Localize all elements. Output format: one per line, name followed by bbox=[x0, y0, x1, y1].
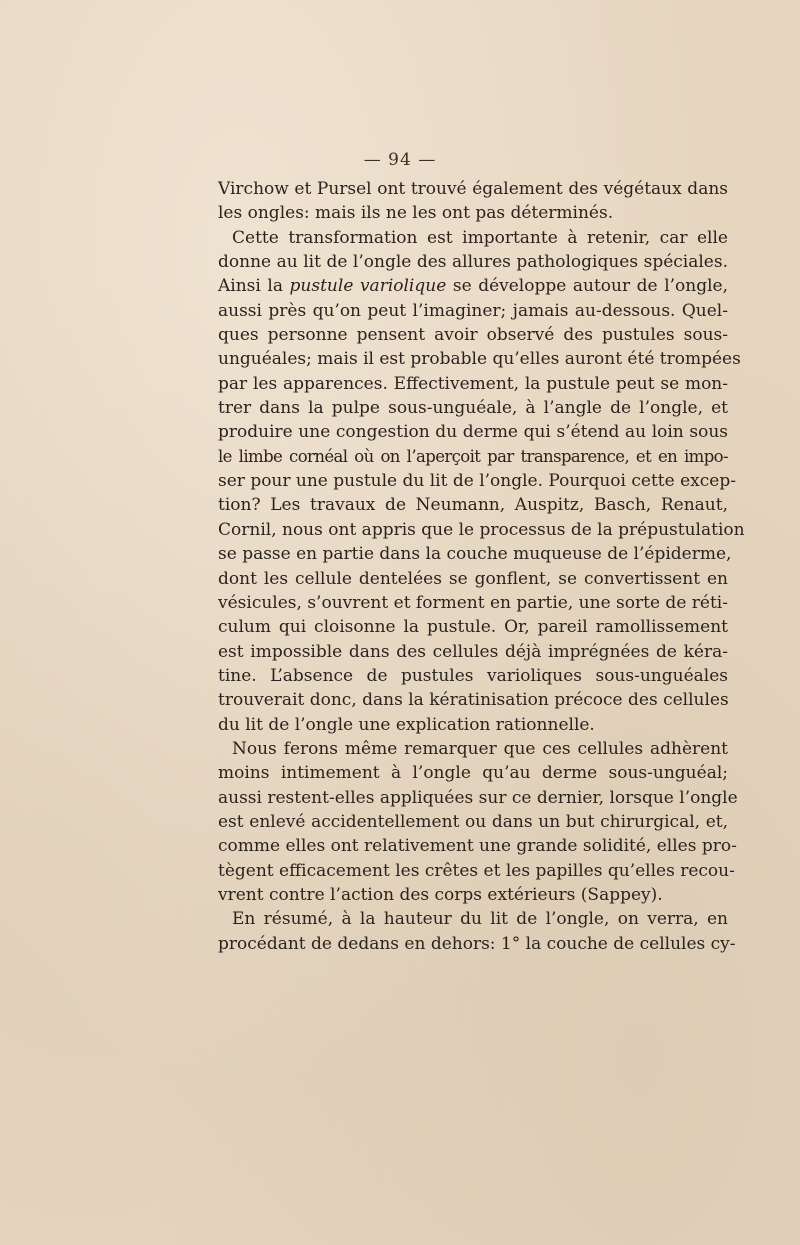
text-line: ser pour une pustule du lit de l’ongle. Pourquoi cette excep- bbox=[218, 471, 736, 492]
text-line: les ongles: mais ils ne les ont pas déterminés. bbox=[218, 203, 614, 224]
page-number: — 94 — bbox=[363, 150, 437, 170]
text-line: du lit de l’ongle une explication rationnelle. bbox=[218, 714, 595, 735]
body-text bbox=[218, 177, 745, 956]
text-line: Virchow et Pursel ont trouvé également des végétaux dans bbox=[218, 179, 728, 199]
emphasis-pustule-variolique: pustule variolique bbox=[289, 276, 447, 297]
text-line: Cette transformation est importante à retenir, car elle bbox=[232, 227, 728, 248]
text-line: comme elles ont relativement une grande solidité, elles pro- bbox=[218, 836, 737, 857]
text-line: ques personne pensent avoir observé des pustules sous- bbox=[218, 325, 728, 346]
text-line-with-emphasis bbox=[218, 274, 728, 298]
text-segment: se développe autour de l’ongle, bbox=[452, 276, 728, 297]
text-line: est impossible dans des cellules déjà imprégnées de kéra- bbox=[218, 641, 728, 662]
text-line: En résumé, à la hauteur du lit de l’ongle, on verra, en bbox=[232, 909, 728, 930]
text-line: trouverait donc, dans la kératinisation précoce des cellules bbox=[218, 690, 729, 711]
text-line: donne au lit de l’ongle des allures pathologiques spéciales. bbox=[218, 252, 728, 273]
text-line: est enlevé accidentellement ou dans un but chirurgical, et, bbox=[218, 811, 728, 832]
text-line: aussi restent-elles appliquées sur ce dernier, lorsque l’ongle bbox=[218, 787, 738, 808]
text-line: Cornil, nous ont appris que le processus de la prépustulation bbox=[218, 519, 745, 540]
text-line: produire une congestion du derme qui s’étend au loin sous bbox=[218, 422, 728, 443]
text-segment: Ainsi la bbox=[218, 276, 283, 297]
text-line: culum qui cloisonne la pustule. Or, pareil ramollissement bbox=[218, 617, 728, 638]
text-line: tègent efficacement les crêtes et les papilles qu’elles recou- bbox=[218, 860, 735, 881]
text-line: tine. L’absence de pustules varioliques sous-unguéales bbox=[218, 665, 728, 686]
text-line: moins intimement à l’ongle qu’au derme sous-unguéal; bbox=[218, 763, 728, 784]
text-line: tion? Les travaux de Neumann, Auspitz, Basch, Renaut, bbox=[218, 495, 728, 516]
text-line: vésicules, s’ouvrent et forment en partie, une sorte de réti- bbox=[218, 592, 728, 613]
text-line: vrent contre l’action des corps extérieurs (Sappey). bbox=[218, 884, 663, 905]
text-line: unguéales; mais il est probable qu’elles auront été trompées bbox=[218, 349, 741, 370]
text-line: le limbe cornéal où on l’aperçoit par transparence, et en impo- bbox=[218, 446, 728, 466]
text-line: procédant de dedans en dehors: 1° la couche de cellules cy- bbox=[218, 933, 736, 954]
text-line: Nous ferons même remarquer que ces cellules adhèrent bbox=[232, 738, 728, 759]
text-line: par les apparences. Effectivement, la pustule peut se mon- bbox=[218, 373, 728, 394]
text-line: dont les cellule dentelées se gonflent, se convertissent en bbox=[218, 568, 728, 589]
text-line: aussi près qu’on peut l’imaginer; jamais au-dessous. Quel- bbox=[218, 300, 728, 321]
text-line: se passe en partie dans la couche muqueuse de l’épiderme, bbox=[218, 544, 732, 565]
text-line: trer dans la pulpe sous-unguéale, à l’angle de l’ongle, et bbox=[218, 398, 728, 419]
